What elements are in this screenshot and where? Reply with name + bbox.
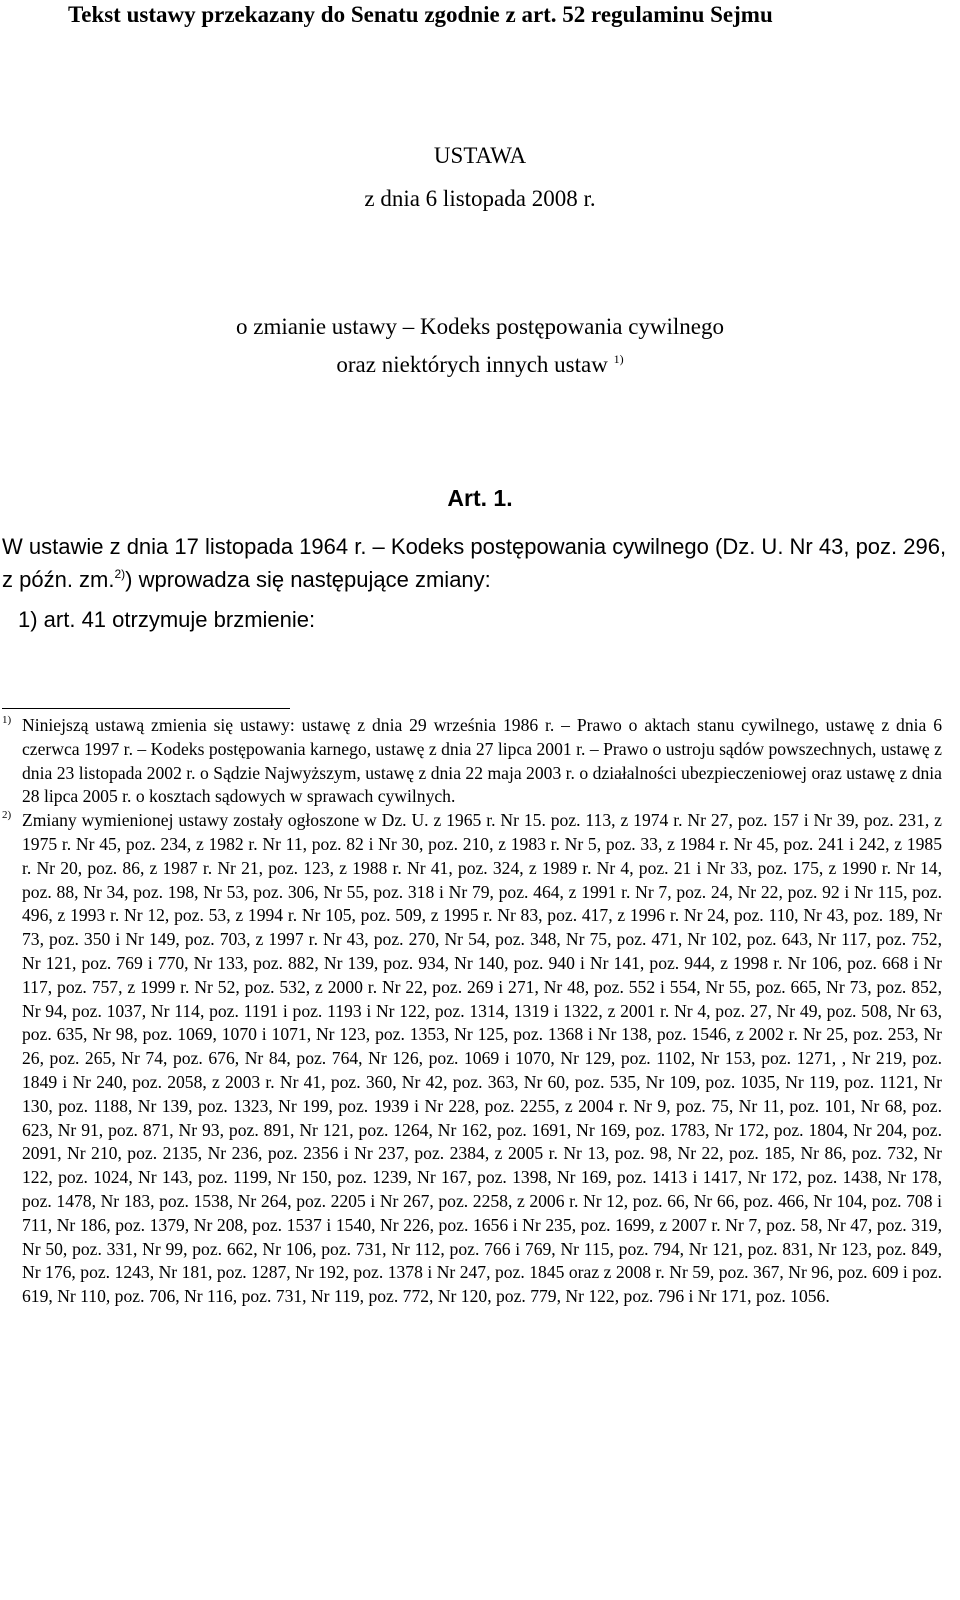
- footnote-ref-2[interactable]: 2): [114, 567, 126, 581]
- article-title: Art. 1.: [447, 485, 513, 511]
- footnote-2: [2, 809, 942, 1309]
- amendment-item-1: 1) art. 41 otrzymuje brzmienie:: [18, 607, 316, 632]
- footnote-ref-1[interactable]: 1): [613, 352, 624, 366]
- act-subject-line-1: o zmianie ustawy – Kodeks postępowania cywilnego: [236, 314, 724, 339]
- footnote-mark: 1): [2, 714, 12, 726]
- footnote-1: [2, 714, 942, 809]
- footnotes: [2, 714, 942, 1309]
- document-header: Tekst ustawy przekazany do Senatu zgodnie z art. 52 regulaminu Sejmu: [68, 2, 773, 27]
- footnote-text: Zmiany wymienionej ustawy zostały ogłoszone w Dz. U. z 1965 r. Nr 15. poz. 113, z 1974 r. Nr 27, poz. 157 i Nr 39, poz. 231, z 1975 r. Nr 45, poz. 234, z 1982 r. Nr 11, poz. 82 i Nr 30, poz. 210, z 1983 r. Nr 5, poz. 33, z 1984 r. Nr 45, poz. 241 i 242, z 1985 r. Nr 20, poz. 86, z 1987 r. Nr 21, poz. 123, z 1988 r. Nr 41, poz. 324, z 1989 r. Nr 4, poz. 21 i Nr 33, poz. 175, z 1990 r. Nr 14, poz. 88, Nr 34, poz. 198, Nr 53, poz. 306, Nr 55, poz. 318 i Nr 79, poz. 464, z 1991 r. Nr 7, poz. 24, Nr 22, poz. 92 i Nr 115, poz. 496, z 1993 r. Nr 12, poz. 53, z 1994 r. Nr 105, poz. 509, z 1995 r. Nr 83, poz. 417, z 1996 r. Nr 24, poz. 110, Nr 43, poz. 189, Nr 73, poz. 350 i Nr 149, poz. 703, z 1997 r. Nr 43, poz. 270, Nr 54, poz. 348, Nr 75, poz. 471, Nr 102, poz. 643, Nr 117, poz. 752, Nr 121, poz. 769 i 770, Nr 133, poz. 882, Nr 139, poz. 934, Nr 140, poz. 940 i Nr 141, poz. 944, z 1998 r. Nr 106, poz. 668 i Nr 117, poz. 757, z 1999 r. Nr 52, poz. 532, z 2000 r. Nr 22, poz. 269 i 271, Nr 48, poz. 552 i 554, Nr 55, poz. 665, Nr 73, poz. 852, Nr 94, poz. 1037, Nr 114, poz. 1191 i poz. 1193 i Nr 122, poz. 1314, 1319 i 1322, z 2001 r. Nr 4, poz. 27, Nr 49, poz. 508, Nr 63, poz. 635, Nr 98, poz. 1069, 1070 i 1071, Nr 123, poz. 1353, Nr 125, poz. 1368 i Nr 138, poz. 1546, z 2002 r. Nr 25, poz. 253, Nr 26, poz. 265, Nr 74, poz. 676, Nr 84, poz. 764, Nr 126, poz. 1069 i 1070, Nr 129, poz. 1102, Nr 153, poz. 1271, , Nr 219, poz. 1849 i Nr 240, poz. 2058, z 2003 r. Nr 41, poz. 360, Nr 42, poz. 363, Nr 60, poz. 535, Nr 109, poz. 1035, Nr 119, poz. 1121, Nr 130, poz. 1188, Nr 139, poz. 1323, Nr 199, poz. 1939 i Nr 228, poz. 2255, z 2004 r. Nr 9, poz. 75, Nr 11, poz. 101, Nr 68, poz. 623, Nr 91, poz. 871, Nr 93, poz. 891, Nr 121, poz. 1264, Nr 162, poz. 1691, Nr 169, poz. 1783, Nr 172, poz. 1804, Nr 204, poz. 2091, Nr 210, poz. 2135, Nr 236, poz. 2356 i Nr 237, poz. 2384, z 2005 r. Nr 13, poz. 98, Nr 22, poz. 185, Nr 86, poz. 732, Nr 122, poz. 1024, Nr 143, poz. 1199, Nr 150, poz. 1239, Nr 167, poz. 1398, Nr 169, poz. 1413 i 1417, Nr 172, poz. 1438, Nr 178, poz. 1478, Nr 183, poz. 1538, Nr 264, poz. 2205 i Nr 267, poz. 2258, z 2006 r. Nr 12, poz. 66, Nr 66, poz. 466, Nr 104, poz. 708 i 711, Nr 186, poz. 1379, Nr 208, poz. 1537 i 1540, Nr 226, poz. 1656 i Nr 235, poz. 1699, z 2007 r. Nr 7, poz. 58, Nr 47, poz. 319, Nr 50, poz. 331, Nr 99, poz. 662, Nr 106, poz. 731, Nr 112, poz. 766 i 769, Nr 115, poz. 794, Nr 121, poz. 831, Nr 123, poz. 849, Nr 176, poz. 1243, Nr 181, poz. 1287, Nr 192, poz. 1378 i Nr 247, poz. 1845 oraz z 2008 r. Nr 59, poz. 367, Nr 96, poz. 609 i poz. 619, Nr 110, poz. 706, Nr 116, poz. 731, Nr 119, poz. 772, Nr 120, poz. 779, Nr 122, poz. 796 i Nr 171, poz. 1056.: [22, 810, 942, 1307]
- footnote-separator: [2, 708, 290, 709]
- act-type: USTAWA: [433, 143, 527, 168]
- footnote-mark: 2): [2, 809, 12, 822]
- article-intro: [2, 530, 947, 596]
- act-date: z dnia 6 listopada 2008 r.: [364, 186, 596, 211]
- footnote-text: Niniejszą ustawą zmienia się ustawy: ustawę z dnia 29 września 1986 r. – Prawo o aktach stanu cywilnego, ustawę z dnia 6 czerwca 1997 r. – Kodeks postępowania karnego, ustawę z dnia 27 lipca 2001 r. – Prawo o ustroju sądów powszechnych, ustawę z dnia 23 listopada 2002 r. o Sądzie Najwyższym, ustawę z dnia 22 maja 2003 r. o działalności ubezpieczeniowej oraz ustawę z dnia 28 lipca 2005 r. o kosztach sądowych w sprawach cywilnych.: [22, 715, 942, 807]
- act-subject-line-2-text: oraz niektórych innych ustaw: [336, 352, 608, 377]
- article-intro-text-a: W ustawie z dnia 17 listopada 1964 r. – Kodeks postępowania cywilnego (Dz. U. Nr 43, poz. 296, z późn. zm.: [2, 534, 947, 592]
- article-intro-text-b: ) wprowadza się następujące zmiany:: [125, 567, 491, 592]
- act-subject-line-2: [0, 352, 960, 378]
